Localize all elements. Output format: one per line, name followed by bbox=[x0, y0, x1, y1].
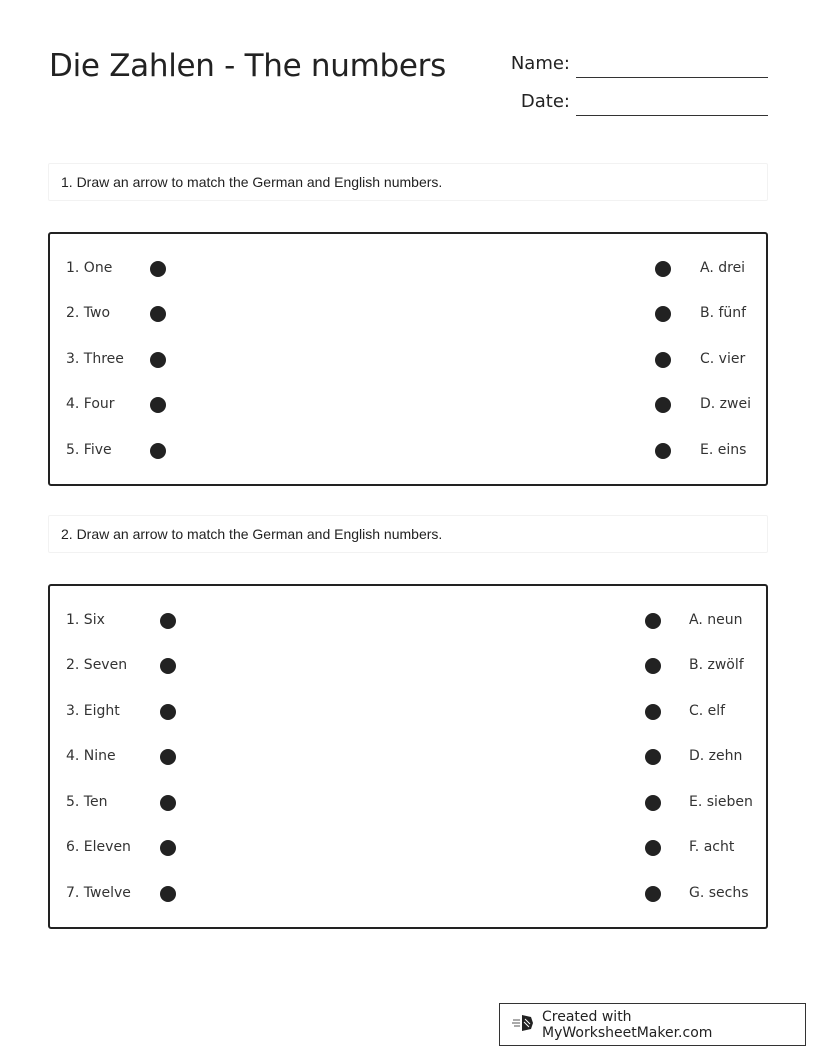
right-dot-icon[interactable] bbox=[655, 352, 671, 368]
left-dot-icon[interactable] bbox=[160, 840, 176, 856]
german-item: A. neun bbox=[689, 612, 743, 628]
english-item: 3. Eight bbox=[66, 703, 120, 719]
date-line[interactable] bbox=[576, 115, 768, 116]
right-dot-icon[interactable] bbox=[655, 306, 671, 322]
match-row bbox=[50, 610, 766, 632]
left-dot-icon[interactable] bbox=[160, 704, 176, 720]
english-item: 2. Seven bbox=[66, 657, 128, 673]
left-dot-icon[interactable] bbox=[150, 443, 166, 459]
german-item: B. fünf bbox=[700, 305, 747, 321]
worksheet-logo-icon bbox=[512, 1013, 542, 1037]
german-item: F. acht bbox=[689, 839, 735, 855]
footer-badge[interactable] bbox=[499, 1003, 806, 1046]
left-dot-icon[interactable] bbox=[150, 352, 166, 368]
right-dot-icon[interactable] bbox=[645, 704, 661, 720]
left-dot-icon[interactable] bbox=[160, 795, 176, 811]
name-label: Name: bbox=[510, 53, 570, 74]
english-item: 7. Twelve bbox=[66, 885, 131, 901]
german-item: E. eins bbox=[700, 442, 747, 458]
right-dot-icon[interactable] bbox=[655, 397, 671, 413]
right-dot-icon[interactable] bbox=[645, 658, 661, 674]
german-item: C. elf bbox=[689, 703, 726, 719]
match-row bbox=[50, 394, 766, 416]
english-item: 2. Two bbox=[66, 305, 111, 321]
match-row bbox=[50, 746, 766, 768]
right-dot-icon[interactable] bbox=[645, 749, 661, 765]
instruction-1: 1. Draw an arrow to match the German and English numbers. bbox=[48, 163, 768, 201]
german-item: D. zwei bbox=[700, 396, 751, 412]
match-row bbox=[50, 349, 766, 371]
match-box-1 bbox=[48, 232, 768, 486]
english-item: 1. Six bbox=[66, 612, 105, 628]
german-item: B. zwölf bbox=[689, 657, 744, 673]
right-dot-icon[interactable] bbox=[645, 613, 661, 629]
german-item: G. sechs bbox=[689, 885, 749, 901]
english-item: 5. Ten bbox=[66, 794, 108, 810]
match-row bbox=[50, 303, 766, 325]
date-label: Date: bbox=[520, 91, 570, 112]
match-row bbox=[50, 883, 766, 905]
english-item: 1. One bbox=[66, 260, 113, 276]
english-item: 4. Nine bbox=[66, 748, 116, 764]
left-dot-icon[interactable] bbox=[160, 886, 176, 902]
english-item: 4. Four bbox=[66, 396, 115, 412]
footer-text: Created with MyWorksheetMaker.com bbox=[542, 1008, 713, 1041]
instruction-2: 2. Draw an arrow to match the German and English numbers. bbox=[48, 515, 768, 553]
match-row bbox=[50, 440, 766, 462]
left-dot-icon[interactable] bbox=[160, 658, 176, 674]
right-dot-icon[interactable] bbox=[655, 261, 671, 277]
match-row bbox=[50, 655, 766, 677]
english-item: 5. Five bbox=[66, 442, 112, 458]
german-item: C. vier bbox=[700, 351, 746, 367]
page-title: Die Zahlen - The numbers bbox=[49, 48, 446, 84]
right-dot-icon[interactable] bbox=[645, 886, 661, 902]
left-dot-icon[interactable] bbox=[150, 397, 166, 413]
german-item: D. zehn bbox=[689, 748, 743, 764]
english-item: 3. Three bbox=[66, 351, 124, 367]
left-dot-icon[interactable] bbox=[150, 261, 166, 277]
right-dot-icon[interactable] bbox=[655, 443, 671, 459]
match-row bbox=[50, 701, 766, 723]
match-row bbox=[50, 837, 766, 859]
date-field[interactable] bbox=[490, 84, 768, 116]
german-item: A. drei bbox=[700, 260, 746, 276]
left-dot-icon[interactable] bbox=[160, 613, 176, 629]
name-field[interactable] bbox=[490, 46, 768, 78]
match-row bbox=[50, 258, 766, 280]
english-item: 6. Eleven bbox=[66, 839, 131, 855]
right-dot-icon[interactable] bbox=[645, 840, 661, 856]
left-dot-icon[interactable] bbox=[150, 306, 166, 322]
name-line[interactable] bbox=[576, 77, 768, 78]
right-dot-icon[interactable] bbox=[645, 795, 661, 811]
german-item: E. sieben bbox=[689, 794, 753, 810]
left-dot-icon[interactable] bbox=[160, 749, 176, 765]
match-box-2 bbox=[48, 584, 768, 929]
match-row bbox=[50, 792, 766, 814]
